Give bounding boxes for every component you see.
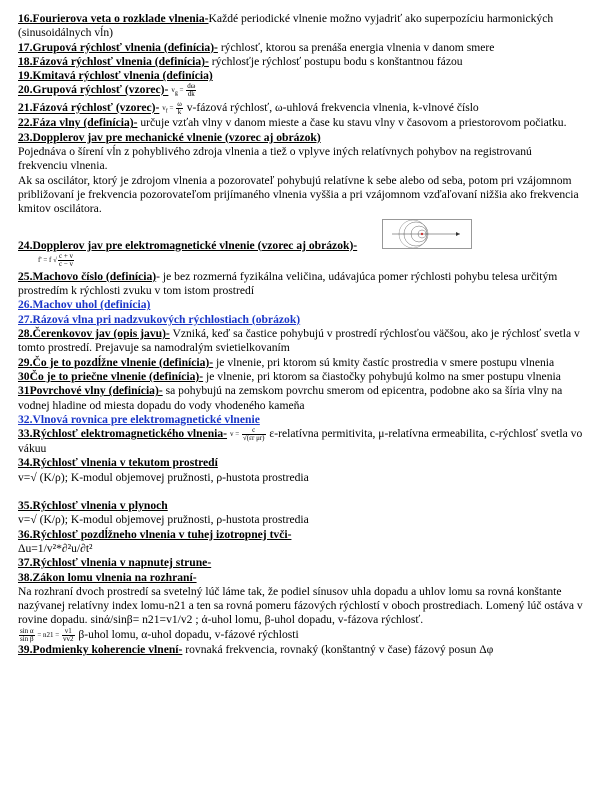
item-32-title[interactable]: 32.Vlnová rovnica pre elektromagnetické vlnenie xyxy=(18,412,260,426)
item-23-text2: Ak sa oscilátor, ktorý je zdrojom vlnenia a pozorovateľ pohybujú relatívne k sebe alebo od seba, potom pri vzájomnom približovaní je frekvencia pozorovateľom prijímaného vlnenia vyššia a pri vzájomnom vzďaľovaní nižšia ako frekvencia kmitov oscilátora. xyxy=(18,173,579,216)
item-29-title: 29.Čo je to pozdĺžne vlnenie (definícia)- xyxy=(18,355,214,369)
item-18-text: rýchlosťje rýchlosť postupu bodu s konštantnou fázou xyxy=(208,54,463,68)
item-20 xyxy=(18,83,584,98)
item-25-title: 25.Machovo číslo (definícia) xyxy=(18,269,157,283)
item-38-text2: β-uhol lomu, α-uhol dopadu, v-fázové rýchlosti xyxy=(75,627,299,641)
item-26-title[interactable]: 26.Machov uhol (definícia) xyxy=(18,298,151,312)
item-16-title: 16.Fourierova veta o rozklade vlnenia- xyxy=(18,12,209,25)
item-32[interactable] xyxy=(18,413,584,427)
item-36-title: 36.Rýchlosť pozdĺžneho vlnenia v tuhej izotropnej tvči- xyxy=(18,527,292,541)
item-16-text: Každé periodické vlnenie možno vyjadriť ako superpozíciu harmonických (sinusoidálnych vĺn) xyxy=(18,12,554,40)
item-20-title: 20.Grupová rýchlosť (vzorec)- xyxy=(18,83,169,97)
item-22-title: 22.Fáza vlny (definícia)- xyxy=(18,116,138,130)
item-28-text: Vzniká, keď sa častice pohybujú v prostredí rýchlosťou väčšou, ako je rýchlosť svetla v tomto prostredí. Prejavuje sa namodralým svietielkovaním xyxy=(18,327,580,355)
item-34-title: 34.Rýchlosť vlnenia v tekutom prostredí xyxy=(18,456,218,470)
item-30-title: 30Čo je to priečne vlnenie (definícia)- xyxy=(18,369,204,383)
item-24 xyxy=(18,217,584,268)
item-35-text: v=√ (K/ρ); K-modul objemovej pružnosti, ρ-hustota prostredia xyxy=(18,513,309,527)
item-33-title: 33.Rýchlosť elektromagnetického vlnenia- xyxy=(18,427,228,441)
item-38-formula: $\frac{\text{sin α}}{\text{sin β}}$ = n21 = $\frac{v1}{vv2}$ xyxy=(20,626,74,643)
item-38 xyxy=(18,571,584,643)
item-26[interactable] xyxy=(18,298,584,312)
item-37 xyxy=(18,556,584,570)
item-27[interactable] xyxy=(18,313,584,327)
item-33 xyxy=(18,427,584,456)
item-24-title: 24.Dopplerov jav pre elektromagnetické vlnenie (vzorec aj obrázok)- xyxy=(18,238,358,252)
item-19-title: 19.Kmitavá rýchlosť vlnenia (definícia) xyxy=(18,69,213,83)
item-30-text: je vlnenie, pri ktorom sa čiastočky pohybujú kolmo na smer postupu vlnenia xyxy=(203,369,561,383)
item-17-title: 17.Grupová rýchlosť vlnenia (definícia)- xyxy=(18,40,218,54)
doppler-diagram xyxy=(382,219,472,249)
item-39 xyxy=(18,643,584,657)
item-34-text: v=√ (K/ρ); K-modul objemovej pružnosti, ρ-hustota prostredia xyxy=(18,470,309,484)
item-31-title: 31Povrchové vlny (definícia)- xyxy=(18,384,163,398)
item-31-text: sa pohybujú na zemskom povrchu smerom od epicentra, podobne ako sa šíria vlny na vodnej hladine od miesta dopadu do vody vhodeného kameňa xyxy=(18,384,563,412)
item-29-text: je vlnenie, pri ktorom sú kmity častíc prostredia v smere postupu vlnenia xyxy=(213,355,555,369)
item-33-text: ε-relatívna permitivita, μ-relatívna ermeabilita, c-rýchlosť svetla vo vákuu xyxy=(18,427,583,456)
item-35 xyxy=(18,499,584,528)
item-37-title: 37.Rýchlosť vlnenia v napnutej strune- xyxy=(18,556,212,570)
item-19 xyxy=(18,69,584,83)
item-34 xyxy=(18,456,584,485)
item-39-text: rovnaká frekvencia, rovnaký (konštantný v čase) fázový posun Δφ xyxy=(182,642,494,656)
item-29 xyxy=(18,356,584,370)
item-21-formula: $v_f$ = $\frac{\omega}{k}$ xyxy=(162,100,182,117)
item-17 xyxy=(18,41,584,55)
item-23-title: 23.Dopplerov jav pre mechanické vlnenie (vzorec aj obrázok) xyxy=(18,130,321,144)
item-36-text: Δu=1/v²*∂²u/∂t² xyxy=(18,541,93,555)
item-35-title: 35.Rýchlosť vlnenia v plynoch xyxy=(18,499,168,513)
item-30 xyxy=(18,370,584,384)
item-22-text: určuje vzťah vlny v danom mieste a čase ku stavu vlny v časovom a priestorovom počiatku. xyxy=(137,116,567,130)
item-25 xyxy=(18,270,584,299)
item-21-title: 21.Fázová rýchlosť (vzorec)- xyxy=(18,101,160,115)
item-21-text: v-fázová rýchlosť, ω-uhlová frekvencia vlnenia, k-vlnové číslo xyxy=(186,101,479,115)
item-25-text: - je bez rozmerná fyzikálna veličina, udávajúca pomer rýchlosti pohybu telesa určitým prostredím k rýchlosti zvuku v tom istom prostredí xyxy=(18,269,558,298)
item-23 xyxy=(18,131,584,217)
item-17-text: rýchlosť, ktorou sa prenáša energia vlnenia v danom smere xyxy=(217,40,495,54)
item-16 xyxy=(18,12,584,41)
item-38-title: 38.Zákon lomu vlnenia na rozhraní- xyxy=(18,570,197,584)
item-24-formula: f' = f √ $\frac{c + v}{c - v}$ xyxy=(38,251,74,268)
item-18 xyxy=(18,55,584,69)
item-36 xyxy=(18,528,584,557)
item-20-formula: $v_g$ = $\frac{d\omega}{dk}$ xyxy=(171,82,196,99)
item-22 xyxy=(18,116,584,130)
item-21 xyxy=(18,101,584,116)
item-28 xyxy=(18,327,584,356)
item-18-title: 18.Fázová rýchlosť vlnenia (definícia)- xyxy=(18,54,209,68)
item-23-text: Pojednáva o šírení vĺn z pohyblivého zdroja vlnenia a tiež o vplyve iných relatívnych pohybov na registrovanú frekvenciu vlnenia. xyxy=(18,145,532,173)
item-27-title[interactable]: 27.Rázová vlna pri nadzvukových rýchlostiach (obrázok) xyxy=(18,312,301,326)
item-31 xyxy=(18,384,584,413)
item-33-formula: v = $\frac{c}{\text{√(εr μr)}}$ xyxy=(229,426,265,443)
document-page xyxy=(18,12,584,657)
spacer xyxy=(18,485,584,499)
item-38-text: Na rozhraní dvoch prostredí sa svetelný lúč láme tak, že podiel sínusov uhla dopadu a uhlov lomu sa rovná konštante nazývanej relatívny index lomu-n21 a ten sa rovná pomeru fázových rýchlostí v oboch prostrediach. Lomený lúč ostáva v rovine dopadu. sinά/sinβ= n21=v1/v2 ; ά-uhol lomu, β-uhol dopadu, v-fázova rýchlosť. xyxy=(18,584,583,627)
item-39-title: 39.Podmienky koherencie vlnení- xyxy=(18,642,183,656)
item-28-title: 28.Čerenkovov jav (opis javu)- xyxy=(18,327,170,341)
